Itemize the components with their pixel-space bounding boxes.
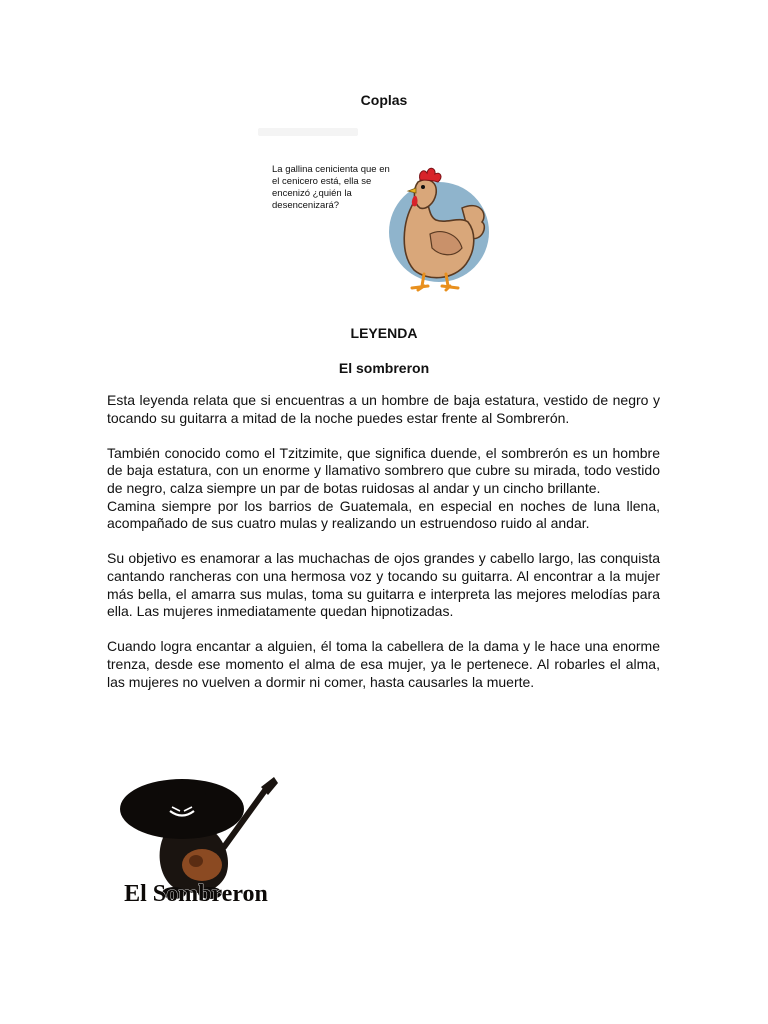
riddle-text: La gallina cenicienta que en el cenicero está, ella se encenizó ¿quién la desencenizará?	[272, 164, 390, 211]
paragraph: Cuando logra encantar a alguien, él toma la cabellera de la dama y le hace una enorme trenza, desde ese momento el alma de esa mujer, ya le pertenece. Al robarles el alma, las mujeres no vuelven a dormir ni comer, hasta causarles la muerte.	[107, 638, 660, 690]
paragraph: También conocido como el Tzitzimite, que significa duende, el sombrerón es un hombre de baja estatura, con un enorme y llamativo sombrero que cubre su mirada, todo vestido de negro, calza siempre un par de botas ruidosas al andar y un cincho brillante.	[107, 444, 660, 496]
paragraph: Esta leyenda relata que si encuentras a un hombre de baja estatura, vestido de negro y tocando su guitarra a mitad de la noche puedes estar frente al Sombrerón.	[107, 392, 660, 426]
hen-comb	[420, 168, 441, 182]
faint-caption-artifact	[258, 128, 358, 136]
coplas-title: Coplas	[360, 92, 408, 108]
hen-illustration	[384, 162, 494, 294]
logo-text: El Sombreron	[124, 881, 268, 907]
hen-feet	[412, 286, 458, 290]
hen-eye	[421, 185, 425, 189]
legend-subtitle: El sombreron	[338, 360, 430, 376]
guitar-body	[182, 849, 222, 881]
paragraph: Camina siempre por los barrios de Guatemala, en especial en noches de luna llena, acompañado de sus cuatro mulas y realizando un estruendoso ruido al andar.	[107, 497, 660, 532]
sombreron-logo	[106, 767, 288, 919]
paragraph: Su objetivo es enamorar a las muchachas de ojos grandes y cabello largo, las conquista cantando rancheras con una hermosa voz y tocando su guitarra. Al encontrar a la mujer más bella, el amarra sus mulas, toma su guitarra e interpreta las mejores melodías para ella. Las mujeres inmediatamente quedan hipnotizadas.	[107, 550, 660, 620]
legend-body	[107, 392, 660, 691]
leyenda-heading: LEYENDA	[350, 325, 418, 341]
